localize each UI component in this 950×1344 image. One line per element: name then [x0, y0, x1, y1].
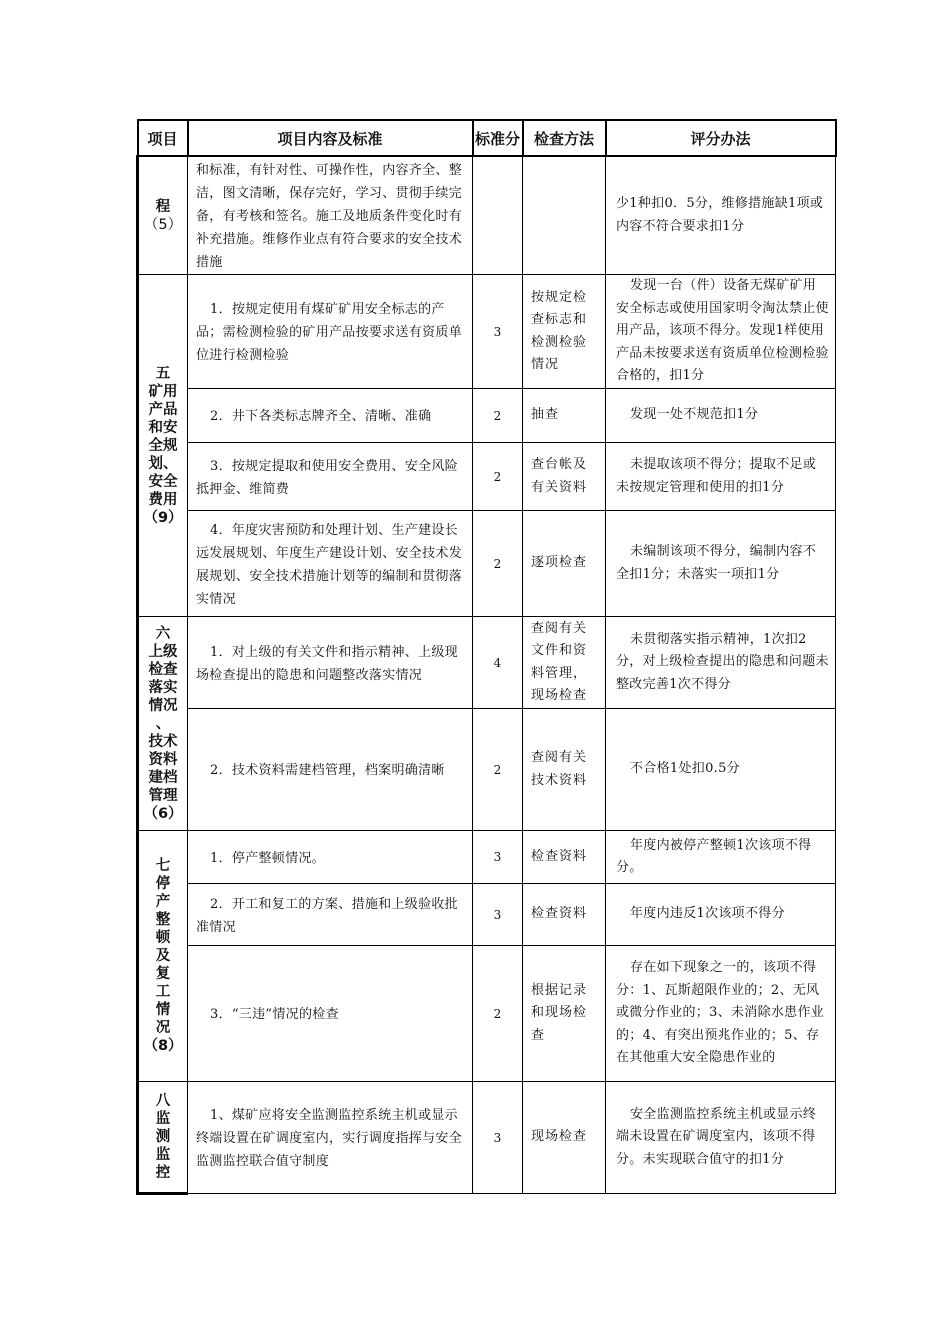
content-text: 1．对上级的有关文件和指示精神、上级现场检查提出的隐患和问题整改落实情况 [196, 644, 458, 683]
content-text: 2．井下各类标志牌齐全、清晰、准确 [210, 409, 432, 424]
category-char: 程 [155, 198, 171, 215]
table-row [138, 275, 836, 389]
table-row [138, 831, 836, 884]
rule-text: 年度内被停产整顿1次该项不得分。 [616, 837, 812, 875]
header-method: 检查方法 [523, 120, 606, 156]
category-line: 管理 [148, 787, 178, 804]
rule-text: 发现一台（件）设备无煤矿矿用安全标志或使用国家明令淘汰禁止使用产品，该项不得分。发现1样使用产品未按要求送有资质单位检测检验合格的，扣1分 [616, 278, 829, 384]
category-line: 情 [155, 1002, 171, 1018]
method-cell: 现场检查 [523, 1082, 606, 1194]
category-cell-continued [138, 156, 188, 275]
header-rule: 评分办法 [606, 120, 836, 156]
category-line: 、 [155, 715, 171, 732]
score-cell: 2 [473, 389, 523, 443]
table-row [138, 443, 836, 511]
score-cell [473, 156, 523, 275]
category-line: （6） [143, 805, 183, 822]
content-text: 3．按规定提取和使用安全费用、安全风险抵押金、维简费 [196, 458, 458, 497]
table-row [138, 709, 836, 831]
category-line: （8） [143, 1038, 183, 1054]
category-line: 六 [155, 625, 171, 642]
category-line: 七 [155, 858, 171, 874]
category-line: 检查 [148, 661, 178, 678]
table-row [138, 1082, 836, 1194]
content-text: 3．“三违”情况的检查 [210, 1007, 339, 1022]
method-cell: 查台帐及有关资料 [523, 443, 606, 511]
category-line: 八 [155, 1093, 171, 1109]
method-cell: 逐项检查 [523, 511, 606, 617]
rule-text: 未编制该项不得分，编制内容不全扣1分；未落实一项扣1分 [616, 544, 817, 582]
rule-cell [606, 275, 836, 389]
table-row [138, 884, 836, 946]
content-text: 1．按规定使用有煤矿矿用安全标志的产品；需检测检验的矿用产品按要求送有资质单位进行检测检验 [196, 302, 463, 363]
category-line: 及 [155, 948, 171, 964]
score-cell: 3 [473, 275, 523, 389]
category-line: 产品 [148, 401, 178, 418]
rule-text: 存在如下现象之一的，该项不得分：1、瓦斯超限作业的；2、无风或微分作业的；3、未消除水患作业的；4、有突出预兆作业的；5、存在其他重大安全隐患作业的 [616, 960, 825, 1066]
rule-text: 发现一处不规范扣1分 [630, 407, 759, 423]
table-header-row [138, 120, 836, 156]
score-cell: 2 [473, 709, 523, 831]
score-cell: 3 [473, 831, 523, 884]
category-score: （5） [143, 216, 183, 233]
rule-cell [606, 831, 836, 884]
category-line: 落实 [148, 679, 178, 696]
category-line: 测 [155, 1129, 171, 1145]
rule-cell [606, 443, 836, 511]
content-text: 4．年度灾害预防和处理计划、生产建设长远发展规划、年度生产建设计划、安全技术发展规划、安全技术措施计划等的编制和贯彻落实情况 [196, 522, 463, 607]
score-cell: 3 [473, 884, 523, 946]
rule-cell [606, 884, 836, 946]
table-row [138, 511, 836, 617]
category-cell-7 [138, 831, 188, 1082]
rule-cell: 少1种扣0．5分，维修措施缺1项或内容不符合要求扣1分 [606, 156, 836, 275]
category-line: 建档 [148, 769, 178, 786]
content-cell [188, 709, 473, 831]
category-line: 监 [155, 1147, 171, 1163]
score-cell: 2 [473, 946, 523, 1082]
rule-text: 未贯彻落实指示精神，1次扣2分，对上级检查提出的隐患和问题未整改完善1次不得分 [616, 631, 829, 692]
method-cell: 抽查 [523, 389, 606, 443]
content-cell [188, 831, 473, 884]
inspection-table [136, 119, 837, 1195]
category-line: 产 [155, 894, 171, 910]
content-cell [188, 884, 473, 946]
method-cell: 检查资料 [523, 884, 606, 946]
method-cell: 查阅有关文件和资料管理，现场检查 [523, 617, 606, 709]
score-cell: 2 [473, 511, 523, 617]
category-line: 和安 [148, 419, 178, 436]
method-cell [523, 156, 606, 275]
method-cell: 查阅有关技术资料 [523, 709, 606, 831]
category-line: 停 [155, 876, 171, 892]
category-cell-6 [138, 617, 188, 831]
content-cell: 和标准，有针对性、可操作性，内容齐全、整洁，图文清晰，保存完好，学习、贯彻手续完备，有考核和签名。施工及地质条件变化时有补充措施。维修作业点有符合要求的安全技术措施 [188, 156, 473, 275]
category-line: 费用 [148, 491, 178, 508]
method-cell: 检查资料 [523, 831, 606, 884]
category-line: （9） [143, 509, 183, 526]
category-line: 资料 [148, 751, 178, 768]
rule-cell [606, 1082, 836, 1194]
content-cell [188, 1082, 473, 1194]
rule-cell [606, 709, 836, 831]
category-line: 情况 [148, 697, 178, 714]
score-cell: 3 [473, 1082, 523, 1194]
table-row [138, 946, 836, 1082]
category-line: 五 [155, 365, 171, 382]
content-cell [188, 443, 473, 511]
content-cell [188, 617, 473, 709]
category-line: 矿用 [148, 383, 178, 400]
content-cell [188, 389, 473, 443]
category-line: 全规 [148, 437, 178, 454]
rule-text: 不合格1处扣0.5分 [630, 761, 740, 777]
category-line: 况 [155, 1020, 171, 1036]
rule-cell [606, 511, 836, 617]
rule-text: 年度内违反1次该项不得分 [630, 906, 785, 922]
table-row [138, 156, 836, 275]
category-line: 划、 [148, 455, 178, 472]
category-line: 技术 [148, 733, 178, 750]
content-cell [188, 946, 473, 1082]
rule-cell [606, 617, 836, 709]
content-text: 2．技术资料需建档管理，档案明确清晰 [210, 763, 445, 778]
method-cell: 按规定检查标志和检测检验情况 [523, 275, 606, 389]
score-cell: 2 [473, 443, 523, 511]
category-cell-5 [138, 275, 188, 617]
content-text: 2．开工和复工的方案、措施和上级验收批准情况 [196, 896, 458, 935]
category-line: 顿 [155, 930, 171, 946]
table-row [138, 617, 836, 709]
header-score: 标准分 [473, 120, 523, 156]
content-text: 1．停产整顿情况。 [210, 850, 325, 866]
category-line: 上级 [148, 643, 178, 660]
category-line: 监 [155, 1111, 171, 1127]
content-cell [188, 511, 473, 617]
header-category: 项目 [138, 120, 188, 156]
table-row [138, 389, 836, 443]
method-cell: 根据记录和现场检查 [523, 946, 606, 1082]
category-line: 工 [155, 984, 171, 1000]
score-cell: 4 [473, 617, 523, 709]
rule-cell [606, 389, 836, 443]
category-line: 整 [155, 912, 171, 928]
rule-cell [606, 946, 836, 1082]
rule-text: 安全监测监控系统主机或显示终端未设置在矿调度室内，该项不得分。未实现联合值守的扣1分 [616, 1106, 817, 1167]
category-line: 安全 [148, 473, 178, 490]
content-text: 1、煤矿应将安全监测监控系统主机或显示终端设置在矿调度室内，实行调度指挥与安全监测监控联合值守制度 [196, 1108, 463, 1169]
category-line: 控 [155, 1165, 171, 1181]
header-content: 项目内容及标准 [188, 120, 473, 156]
rule-text: 未提取该项不得分；提取不足或未按规定管理和使用的扣1分 [616, 457, 817, 495]
category-cell-8 [138, 1082, 188, 1194]
content-cell [188, 275, 473, 389]
category-line: 复 [155, 966, 171, 982]
